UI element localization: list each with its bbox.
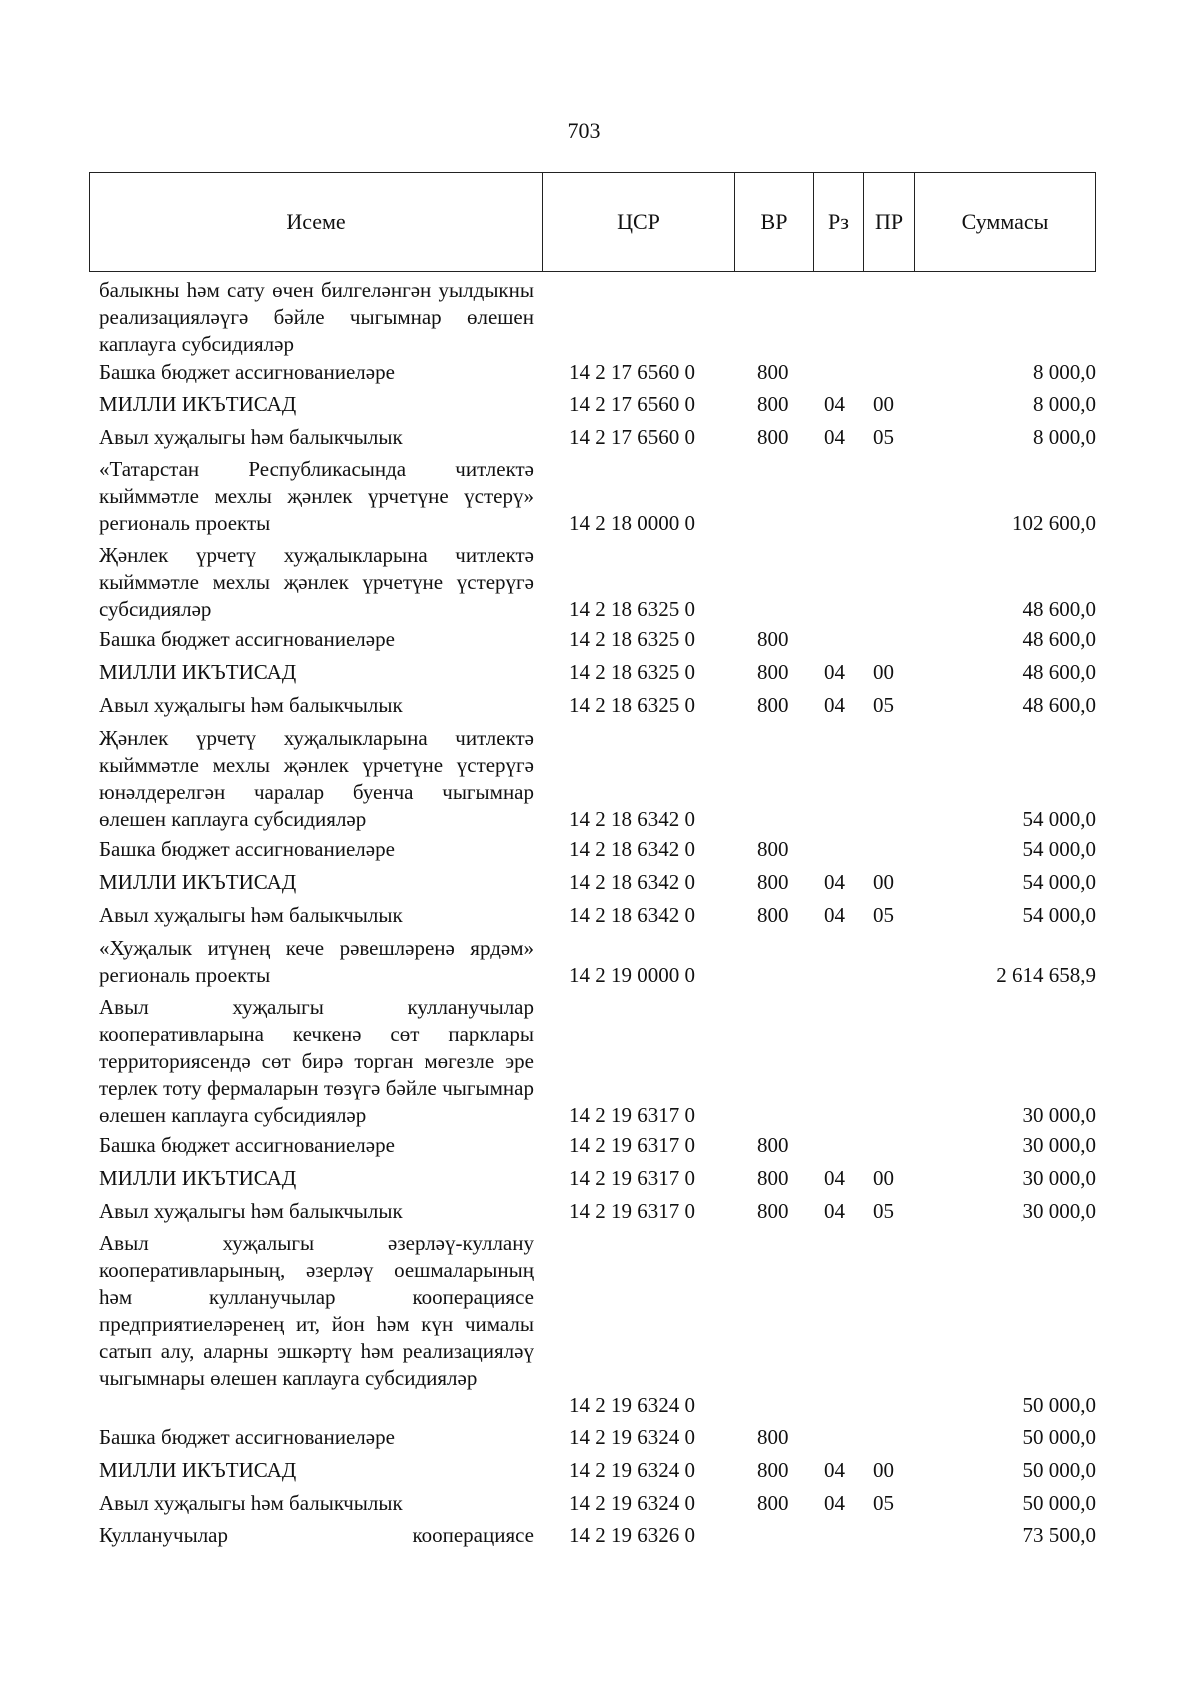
row-csr: 14 2 18 6342 0 [569, 903, 695, 927]
table-row [0, 869, 1200, 896]
row-name: МИЛЛИ ИКЪТИСАД [99, 392, 297, 416]
header-vr: ВР [735, 173, 814, 271]
row-vr: 800 [757, 870, 789, 894]
header-sum: Суммасы [961, 209, 1049, 234]
row-sum: 30 000,0 [1022, 1103, 1096, 1127]
page-number: 703 [567, 118, 601, 143]
header-csr: ЦСР [543, 173, 735, 271]
row-name: Башка бюджет ассигнованиеләре [99, 1425, 395, 1449]
row-name: Башка бюджет ассигнованиеләре [99, 1133, 395, 1157]
row-sum: 30 000,0 [1022, 1199, 1096, 1223]
row-sum: 54 000,0 [1022, 837, 1096, 861]
row-name: Җәнлек үрчетү хуҗалыкларына читлектә кыйммәтле мехлы җәнлек үрчетүне үстерүгә юнәлдерелгән чаралар буенча чыгымнар өлешен каплауга субсидияләр [99, 726, 534, 831]
table-row [0, 935, 1200, 989]
row-name: Кулланучылар кооперациясе [99, 1523, 534, 1547]
row-name: Авыл хуҗалыгы һәм балыкчылык [99, 903, 403, 927]
row-rz: 04 [824, 1199, 845, 1223]
table-row [0, 1230, 1200, 1419]
row-sum: 50 000,0 [1022, 1425, 1096, 1449]
row-csr: 14 2 19 6317 0 [569, 1166, 695, 1190]
row-pr: 00 [873, 660, 894, 684]
row-sum: 48 600,0 [1022, 627, 1096, 651]
row-csr: 14 2 19 6324 0 [569, 1425, 695, 1449]
row-vr: 800 [757, 837, 789, 861]
row-rz: 04 [824, 1491, 845, 1515]
row-csr: 14 2 18 6325 0 [569, 693, 695, 717]
table-row [0, 902, 1200, 929]
table-row [0, 1490, 1200, 1517]
table-row [0, 277, 1200, 358]
row-pr: 00 [873, 1458, 894, 1482]
row-sum: 8 000,0 [1033, 392, 1096, 416]
row-name: Авыл хуҗалыгы һәм балыкчылык [99, 1491, 403, 1515]
row-csr: 14 2 17 6560 0 [569, 360, 695, 384]
table-row [0, 391, 1200, 418]
row-vr: 800 [757, 1458, 789, 1482]
row-name: «Хуҗалык итүнең кече рәвешләренә ярдәм» региональ проекты [99, 936, 534, 987]
row-csr: 14 2 19 6326 0 [569, 1523, 695, 1547]
row-name: Җәнлек үрчетү хуҗалыкларына читлектә кыйммәтле мехлы җәнлек үрчетүне үстерүгә субсидияләр [99, 543, 534, 621]
row-rz: 04 [824, 392, 845, 416]
row-name: Башка бюджет ассигнованиеләре [99, 627, 395, 651]
row-sum: 50 000,0 [1022, 1458, 1096, 1482]
row-csr: 14 2 18 6342 0 [569, 870, 695, 894]
table-row [0, 626, 1200, 653]
row-name: Авыл хуҗалыгы һәм балыкчылык [99, 425, 403, 449]
row-pr: 00 [873, 392, 894, 416]
row-sum: 2 614 658,9 [996, 963, 1096, 987]
row-rz: 04 [824, 425, 845, 449]
table-row [0, 1198, 1200, 1225]
table-row [0, 456, 1200, 537]
row-pr: 05 [873, 903, 894, 927]
row-name: МИЛЛИ ИКЪТИСАД [99, 1166, 297, 1190]
row-vr: 800 [757, 627, 789, 651]
row-csr: 14 2 18 6325 0 [569, 627, 695, 651]
row-vr: 800 [757, 1133, 789, 1157]
row-name: Башка бюджет ассигнованиеләре [99, 360, 395, 384]
row-sum: 48 600,0 [1022, 597, 1096, 621]
table-row [0, 836, 1200, 863]
table-row [0, 994, 1200, 1129]
row-vr: 800 [757, 1199, 789, 1223]
row-sum: 54 000,0 [1022, 807, 1096, 831]
header-rz: Рз [814, 173, 864, 271]
table-row [0, 659, 1200, 686]
row-name: МИЛЛИ ИКЪТИСАД [99, 1458, 297, 1482]
table-row [0, 1457, 1200, 1484]
row-name: Авыл хуҗалыгы һәм балыкчылык [99, 1199, 403, 1223]
row-vr: 800 [757, 425, 789, 449]
row-name: МИЛЛИ ИКЪТИСАД [99, 870, 297, 894]
row-sum: 8 000,0 [1033, 360, 1096, 384]
row-csr: 14 2 18 6325 0 [569, 660, 695, 684]
row-rz: 04 [824, 660, 845, 684]
table-row [0, 542, 1200, 623]
row-rz: 04 [824, 1166, 845, 1190]
row-csr: 14 2 19 6317 0 [569, 1103, 695, 1127]
header-pr: ПР [864, 173, 915, 271]
row-sum: 30 000,0 [1022, 1133, 1096, 1157]
row-pr: 00 [873, 870, 894, 894]
row-name: балыкны һәм сату өчен билгеләнгән уылдыкны реализацияләүгә бәйле чыгымнар өлешен каплауга субсидияләр [99, 278, 534, 356]
row-name: МИЛЛИ ИКЪТИСАД [99, 660, 297, 684]
row-sum: 30 000,0 [1022, 1166, 1096, 1190]
row-csr: 14 2 18 6342 0 [569, 807, 695, 831]
row-csr: 14 2 18 6325 0 [569, 597, 695, 621]
row-sum: 48 600,0 [1022, 693, 1096, 717]
row-pr: 05 [873, 1491, 894, 1515]
row-csr: 14 2 18 0000 0 [569, 511, 695, 535]
row-sum: 48 600,0 [1022, 660, 1096, 684]
row-sum: 102 600,0 [1012, 511, 1096, 535]
header-name: Исеме [90, 173, 543, 271]
row-vr: 800 [757, 392, 789, 416]
row-csr: 14 2 17 6560 0 [569, 392, 695, 416]
table-row [0, 424, 1200, 451]
row-name: «Татарстан Республикасында читлектә кыйммәтле мехлы җәнлек үрчетүне үстерү» региональ проекты [99, 457, 534, 535]
row-rz: 04 [824, 693, 845, 717]
row-name: Башка бюджет ассигнованиеләре [99, 837, 395, 861]
row-csr: 14 2 19 0000 0 [569, 963, 695, 987]
row-sum: 73 500,0 [1022, 1523, 1096, 1547]
row-vr: 800 [757, 1166, 789, 1190]
row-csr: 14 2 17 6560 0 [569, 425, 695, 449]
table-header [89, 172, 1096, 272]
row-vr: 800 [757, 1491, 789, 1515]
row-vr: 800 [757, 1425, 789, 1449]
row-rz: 04 [824, 870, 845, 894]
row-vr: 800 [757, 903, 789, 927]
table-row [0, 692, 1200, 719]
row-name: Авыл хуҗалыгы кулланучылар кооперативларына кечкенә сөт парклары территориясендә сөт бирә торган мөгезле эре терлек тоту фермаларын төзүгә бәйле чыгымнар өлешен каплауга субсидияләр [99, 995, 534, 1127]
row-sum: 50 000,0 [1022, 1491, 1096, 1515]
row-sum: 54 000,0 [1022, 870, 1096, 894]
table-row [0, 1522, 1200, 1549]
row-rz: 04 [824, 903, 845, 927]
row-vr: 800 [757, 693, 789, 717]
row-vr: 800 [757, 360, 789, 384]
row-pr: 05 [873, 693, 894, 717]
row-pr: 05 [873, 425, 894, 449]
row-name: Авыл хуҗалыгы әзерләү-куллану кооперативларының, әзерләү оешмаларының һәм кулланучылар кооперациясе предприятиеләренең ит, йон һәм күн чималы сатып алу, аларны эшкәртү һәм реализацияләү чыгымнары өлешен каплауга субсидияләр [99, 1231, 534, 1390]
row-sum: 8 000,0 [1033, 425, 1096, 449]
row-sum: 54 000,0 [1022, 903, 1096, 927]
row-sum: 50 000,0 [1022, 1393, 1096, 1417]
row-csr: 14 2 19 6317 0 [569, 1133, 695, 1157]
row-csr: 14 2 19 6317 0 [569, 1199, 695, 1223]
row-pr: 00 [873, 1166, 894, 1190]
table-row [0, 1165, 1200, 1192]
table-row [0, 1132, 1200, 1159]
row-csr: 14 2 19 6324 0 [569, 1491, 695, 1515]
row-csr: 14 2 18 6342 0 [569, 837, 695, 861]
row-csr: 14 2 19 6324 0 [569, 1458, 695, 1482]
row-rz: 04 [824, 1458, 845, 1482]
table-row [0, 1424, 1200, 1451]
row-name: Авыл хуҗалыгы һәм балыкчылык [99, 693, 403, 717]
row-pr: 05 [873, 1199, 894, 1223]
row-vr: 800 [757, 660, 789, 684]
row-csr: 14 2 19 6324 0 [569, 1393, 695, 1417]
table-row [0, 725, 1200, 833]
table-row [0, 359, 1200, 386]
